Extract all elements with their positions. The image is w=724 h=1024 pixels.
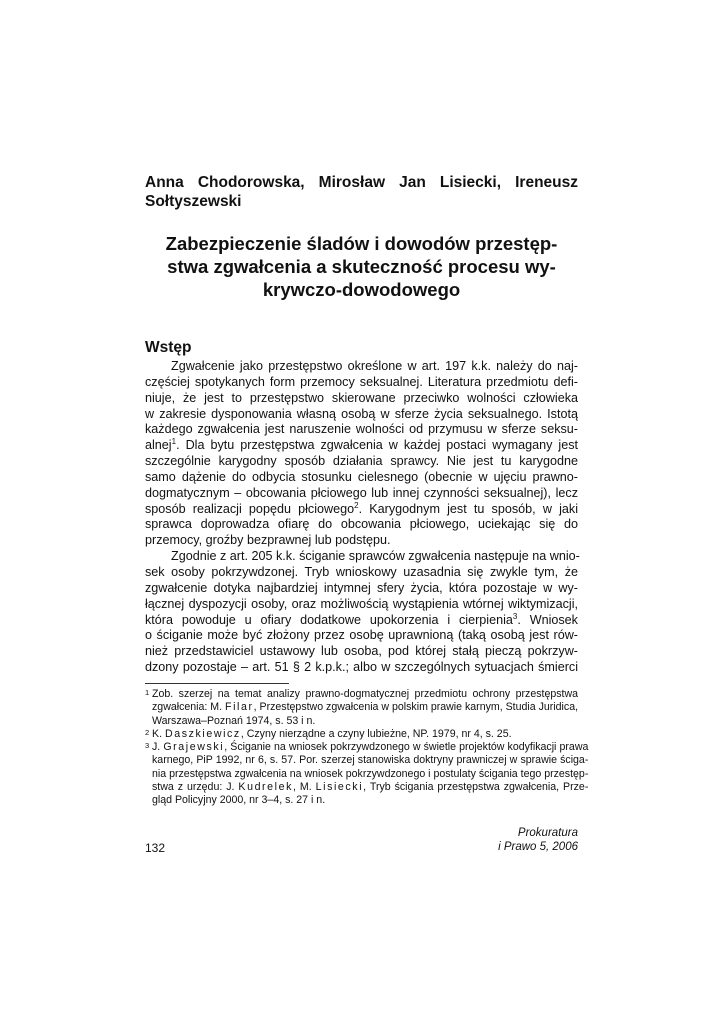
- text-line: łącznej dyspozycji osoby, oraz możliwością wystąpienia wtórnej wiktymizacji,: [145, 596, 578, 611]
- footnote: [145, 741, 589, 807]
- text-fragment: , Ściganie na wniosek pokrzywdzonego w świetle projektów kodyfikacji prawa: [224, 741, 589, 754]
- text-fragment: alnej: [145, 438, 172, 453]
- text-line: [145, 438, 578, 454]
- section-heading: Wstęp: [145, 339, 192, 356]
- title-line: Zabezpieczenie śladów i dowodów przestęp-: [165, 233, 558, 254]
- footnote-line: karnego, PiP 1992, nr 6, s. 57. Por. szerzej stanowiska doktryny prawniczej w sprawie ściga-: [152, 754, 589, 767]
- cited-author: Filar: [225, 701, 254, 714]
- text-fragment: sposób realizacji popędu płciowego: [145, 501, 355, 516]
- footnote-text: [152, 741, 588, 807]
- text-fragment: zgwałcenia: M.: [152, 701, 226, 714]
- text-line: samo dążenie do odbycia stosunku cielesnego (obecnie w ujęciu prawno-: [145, 469, 578, 484]
- footnote-line: [152, 741, 588, 754]
- footnote-ref[interactable]: 3: [512, 611, 518, 621]
- authors: Anna Chodorowska, Mirosław Jan Lisiecki, Ireneusz Sołtyszewski: [145, 174, 578, 210]
- text-line: [145, 502, 578, 518]
- text-line: o ściganie może być złożony przez osobę uprawnioną (taką osobą jest rów-: [145, 628, 578, 643]
- page-number: 132: [145, 841, 166, 855]
- text-line: szczególnie karygodny sposób działania sprawcy. Nie jest tu karygodne: [145, 454, 578, 469]
- text-fragment: . Wniosek: [517, 612, 578, 627]
- footnote-ref[interactable]: 2: [354, 500, 359, 510]
- text-fragment: stwa z urzędu: J.: [152, 781, 239, 794]
- footnote-line: [152, 781, 588, 794]
- text-line: częściej spotykanych form przemocy seksualnej. Literatura przedmiotu defi-: [145, 374, 578, 389]
- body-text: [145, 359, 578, 676]
- text-fragment: , M.: [293, 781, 316, 794]
- footnote-number: 3: [145, 741, 150, 751]
- footnote-ref[interactable]: 1: [171, 437, 177, 447]
- text-line: sek osoby pokrzywdzonej. Tryb wnioskowy uzasadnia się zwykle tym, że: [145, 564, 578, 579]
- text-line: Zgodnie z art. 205 k.k. ściganie sprawców zgwałcenia następuje na wnio-: [171, 549, 580, 564]
- footnote-number: 1: [145, 688, 150, 697]
- text-fragment: . Karygodnym jest tu sposób, w jaki: [358, 501, 578, 516]
- journal-name: [498, 827, 578, 854]
- footnote-separator: [145, 683, 289, 684]
- article-title: [145, 232, 578, 301]
- footnote-text: [152, 728, 578, 741]
- footnote-line: nia przestępstwa zgwałcenia na wniosek pokrzywdzonego i postulaty ścigania tego przestęp-: [152, 767, 589, 780]
- paragraph: [145, 359, 578, 549]
- text-line: Zgwałcenie jako przestępstwo określone w art. 197 k.k. należy do naj-: [171, 359, 578, 373]
- text-line: sprawca doprowadza ofiarę do obcowania płciowego, uciekając się do: [145, 517, 578, 532]
- footnote-line: [152, 701, 578, 714]
- text-fragment: . Dla bytu przestępstwa zgwałcenia w każdej postaci wymagany jest: [176, 438, 578, 453]
- footnote-line: gląd Policyjny 2000, nr 3–4, s. 27 i n.: [152, 794, 326, 807]
- cited-author: Grajewski: [163, 741, 225, 754]
- text-line: zgwałcenie dotyka najbardziej intymnej sfery życia, która pozostaje w wy-: [145, 580, 578, 595]
- text-line: każdego zgwałcenia jest naruszenie wolności od przymusu w sferze seksu-: [145, 422, 578, 437]
- footnotes: [145, 688, 589, 808]
- footnote-line: [152, 728, 578, 741]
- footnote: [145, 688, 578, 728]
- footnote-line: Warszawa–Poznań 1974, s. 53 i n.: [152, 714, 316, 727]
- text-fragment: J.: [152, 741, 164, 754]
- cited-author: Lisiecki: [315, 781, 364, 794]
- footnote-number: 2: [145, 727, 150, 737]
- title-line: krywczo-dowodowego: [262, 279, 461, 300]
- text-fragment: , Czyny nierządne a czyny lubieżne, NP. 1979, nr 4, s. 25.: [240, 727, 512, 740]
- text-line: [145, 613, 578, 629]
- footnote-text: [152, 688, 578, 728]
- text-fragment: , Tryb ścigania przestępstwa zgwałcenia, Prze-: [363, 781, 589, 794]
- journal-line: Prokuratura: [517, 827, 578, 839]
- text-line: przemocy, groźby bezprawnej lub podstępu.: [145, 533, 391, 548]
- text-line: w zakresie dysponowania własną osobą w sferze życia seksualnego. Istotą: [145, 406, 578, 421]
- paragraph: [145, 549, 578, 676]
- text-fragment: która powoduje u ofiary dodatkowe upokorzenia i cierpienia: [145, 612, 513, 627]
- footnote-line: Zob. szerzej na temat analizy prawno-dogmatycznej przedmiotu ochrony przestępstwa: [152, 688, 579, 700]
- text-line: nież przedstawiciel ustawowy lub osoba, pod której stałą pieczą pokrzyw-: [145, 644, 578, 659]
- journal-line: i Prawo 5, 2006: [498, 840, 578, 853]
- text-fragment: , Przestępstwo zgwałcenia w polskim prawie karnym, Studia Juridica,: [253, 701, 579, 714]
- text-fragment: K.: [152, 727, 165, 740]
- text-line: niuje, że jest to przestępstwo skierowane przeciwko wolności człowieka: [145, 390, 578, 405]
- cited-author: Daszkiewicz: [164, 727, 241, 740]
- footnote: [145, 728, 578, 741]
- text-line: dogmatycznym – obcowania płciowego lub innej czynności seksualnej), lecz: [145, 485, 578, 500]
- cited-author: Kudrelek: [238, 781, 294, 794]
- title-line: stwa zgwałcenia a skuteczność procesu wy-: [167, 256, 556, 277]
- text-line: dzony pozostaje – art. 51 § 2 k.p.k.; albo w szczególnych sytuacjach śmierci: [145, 660, 578, 675]
